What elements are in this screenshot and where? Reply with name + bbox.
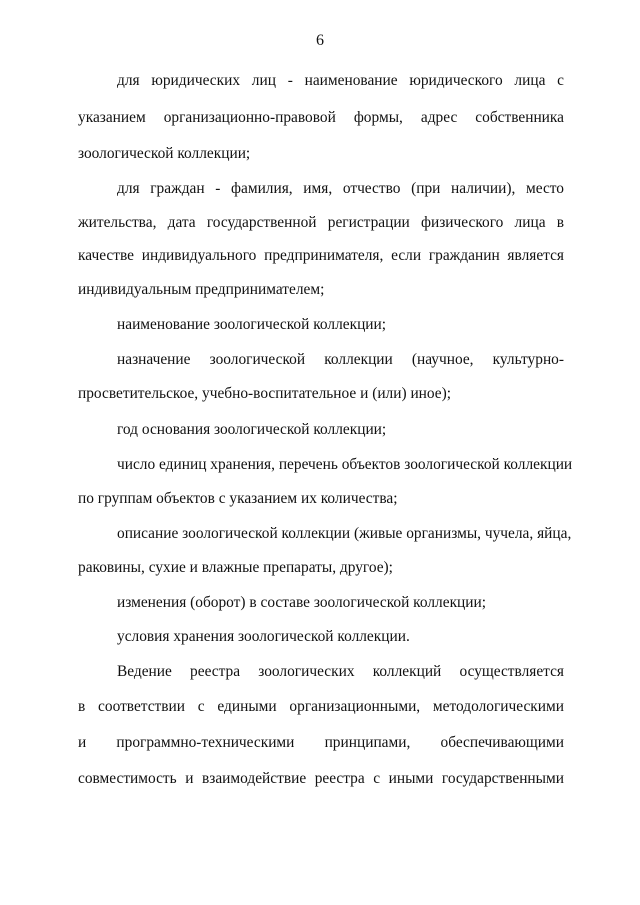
text-line: зоологической коллекции; [78,145,251,162]
text-line: указанием организационно-правовой формы, адрес собственника [78,109,564,126]
text-line: совместимость и взаимодействие реестра с иными государственными [78,770,564,787]
text-line: описание зоологической коллекции (живые организмы, чучела, яйца, [117,525,572,542]
text-line: в соответствии с едиными организационными, методологическими [78,698,564,715]
text-line: число единиц хранения, перечень объектов зоологической коллекции [117,456,573,473]
text-line: для юридических лиц - наименование юридического лица с [117,72,564,89]
text-line: год основания зоологической коллекции; [117,421,387,438]
text-line: индивидуальным предпринимателем; [78,281,325,298]
text-line: наименование зоологической коллекции; [117,316,387,333]
text-line: изменения (оборот) в составе зоологической коллекции; [117,594,487,611]
text-line: условия хранения зоологической коллекции. [117,628,410,645]
text-line: просветительское, учебно-воспитательное и (или) иное); [78,385,452,402]
text-line: жительства, дата государственной регистрации физического лица в [78,214,564,231]
text-line: и программно-техническими принципами, обеспечивающими [78,734,564,751]
page-number: 6 [316,32,324,49]
text-line: по группам объектов с указанием их количества; [78,490,398,507]
text-line: качестве индивидуального предпринимателя, если гражданин является [78,247,564,264]
text-line: для граждан - фамилия, имя, отчество (при наличии), место [117,180,564,197]
text-line: Ведение реестра зоологических коллекций осуществляется [117,663,564,680]
text-line: назначение зоологической коллекции (научное, культурно- [117,351,564,368]
text-line: раковины, сухие и влажные препараты, другое); [78,559,393,576]
